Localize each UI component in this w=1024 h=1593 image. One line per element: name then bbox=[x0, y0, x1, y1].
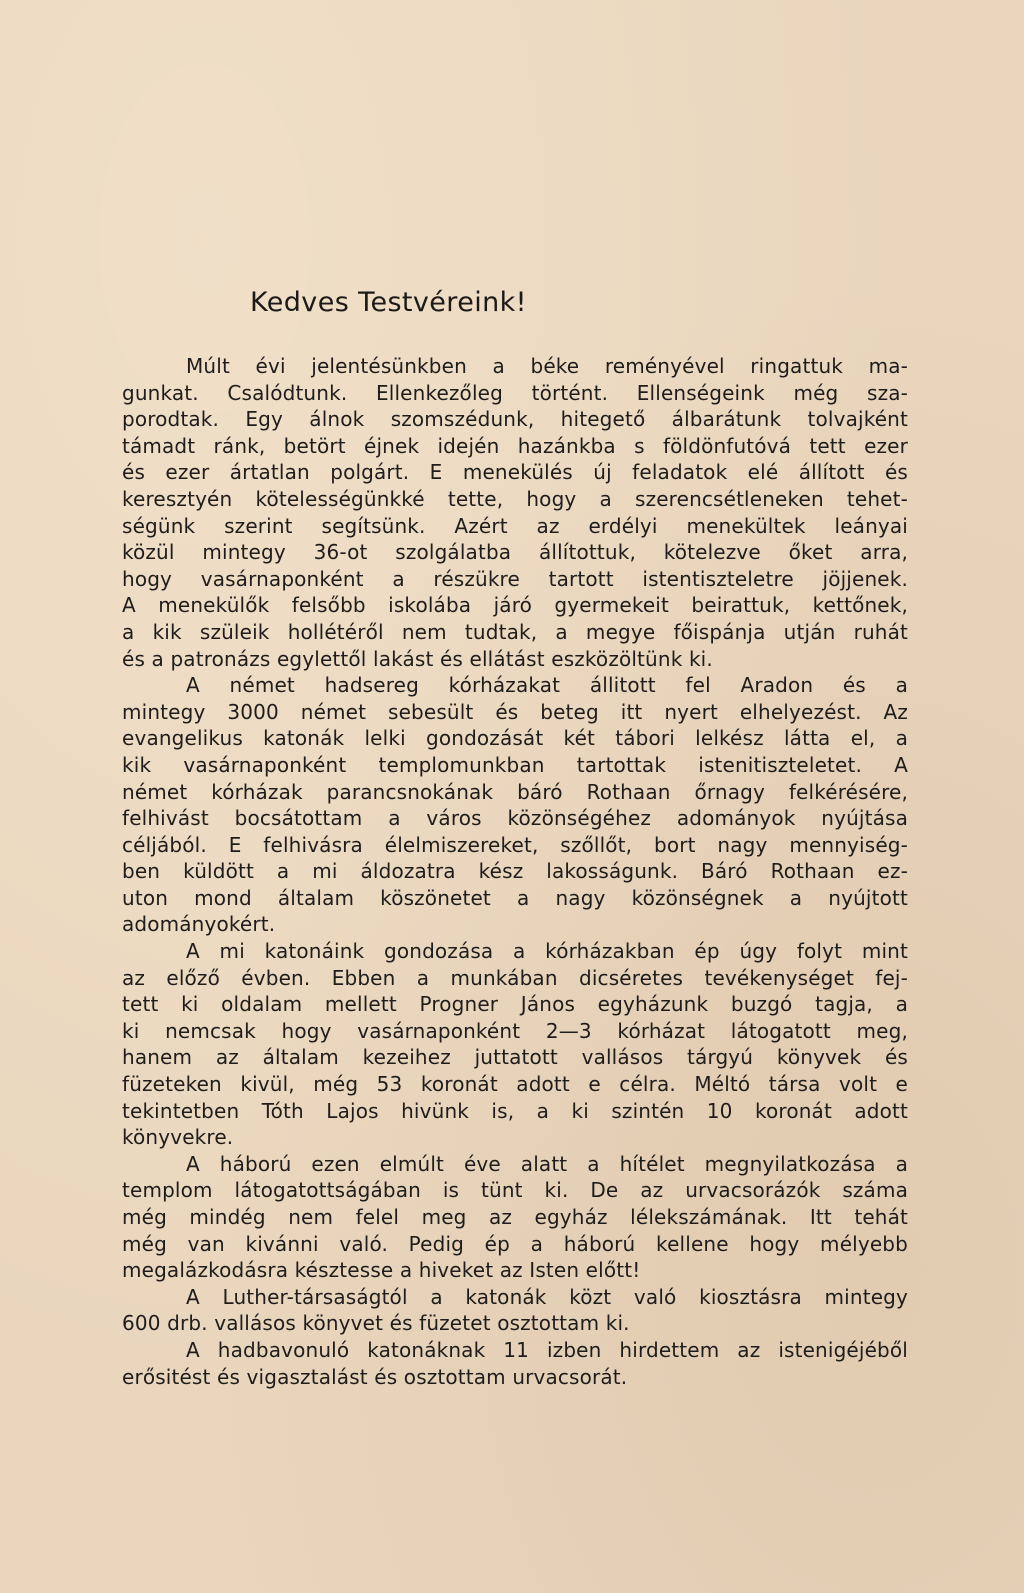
text-line: támadt ránk, betört éjnek idején hazánkba s földönfutóvá tett ezer bbox=[122, 433, 908, 458]
text-line: tett ki oldalam mellett Progner János egyházunk buzgó tagja, a bbox=[122, 992, 908, 1017]
text-line: gunkat. Csalódtunk. Ellenkezőleg történt. Ellenségeink még sza- bbox=[122, 380, 908, 405]
text-line: keresztyén kötelességünkké tette, hogy a szerencsétleneken tehet- bbox=[122, 486, 908, 511]
text-line: templom látogatottságában is tünt ki. De az urvacsorázók száma bbox=[122, 1178, 908, 1203]
text-line: 600 drb. vallásos könyvet és füzetet osztottam ki. bbox=[122, 1311, 630, 1336]
text-line: mintegy 3000 német sebesült és beteg itt nyert elhelyezést. Az bbox=[122, 699, 908, 724]
text-line: evangelikus katonák lelki gondozását két tábori lelkész látta el, a bbox=[122, 726, 908, 751]
text-line: a kik szüleik hollétéről nem tudtak, a megye főispánja utján ruhát bbox=[122, 619, 908, 644]
text-line: hanem az általam kezeihez juttatott vallásos tárgyú könyvek és bbox=[122, 1045, 908, 1070]
text-line: A mi katonáink gondozása a kórházakban ép úgy folyt mint bbox=[186, 939, 908, 964]
text-line: A német hadsereg kórházakat állitott fel Aradon és a bbox=[186, 673, 908, 698]
text-line: adományokért. bbox=[122, 912, 276, 937]
text-line: füzeteken kivül, még 53 koronát adott e célra. Méltó társa volt e bbox=[122, 1072, 908, 1097]
text-line: még van kivánni való. Pedig ép a háború kellene hogy mélyebb bbox=[122, 1231, 908, 1256]
text-line: könyvekre. bbox=[122, 1125, 234, 1150]
text-line: még mindég nem felel meg az egyház lélekszámának. Itt tehát bbox=[122, 1205, 908, 1229]
body-text bbox=[122, 353, 908, 1390]
text-line: A hadbavonuló katonáknak 11 izben hirdettem az istenigéjéből bbox=[186, 1337, 908, 1362]
text-line: hogy vasárnaponként a részükre tartott istentiszteletre jöjjenek. bbox=[122, 566, 908, 591]
text-line: ségünk szerint segítsünk. Azért az erdélyi menekültek leányai bbox=[122, 513, 908, 538]
text-line: A menekülők felsőbb iskolába járó gyermekeit beirattuk, kettőnek, bbox=[122, 593, 908, 618]
text-line: erősitést és vigasztalást és osztottam urvacsorát. bbox=[122, 1364, 628, 1389]
text-line: porodtak. Egy álnok szomszédunk, hitegető álbarátunk tolvajként bbox=[122, 407, 908, 432]
text-line: A háború ezen elmúlt éve alatt a hítélet megnyilatkozása a bbox=[186, 1151, 908, 1176]
text-line: közül mintegy 36-ot szolgálatba állítottuk, kötelezve őket arra, bbox=[122, 540, 908, 565]
text-line: az előző évben. Ebben a munkában dicséretes tevékenységet fej- bbox=[122, 965, 908, 990]
text-line: kik vasárnaponként templomunkban tartottak istenitiszteletet. A bbox=[122, 752, 908, 777]
text-line: ki nemcsak hogy vasárnaponként 2—3 kórházat látogatott meg, bbox=[122, 1018, 908, 1043]
page-title: Kedves Testvéreink! bbox=[250, 287, 527, 318]
text-line: felhivást bocsátottam a város közönségéhez adományok nyújtása bbox=[122, 806, 908, 831]
text-line: A Luther-társaságtól a katonák közt való kiosztásra mintegy bbox=[186, 1284, 908, 1309]
text-line: és ezer ártatlan polgárt. E menekülés új feladatok elé állított és bbox=[122, 460, 908, 485]
text-line: tekintetben Tóth Lajos hivünk is, a ki szintén 10 koronát adott bbox=[122, 1098, 908, 1123]
text-line: céljából. E felhivásra élelmiszereket, szőllőt, bort nagy mennyiség- bbox=[122, 832, 908, 857]
text-line: megalázkodásra késztesse a hiveket az Isten előtt! bbox=[122, 1258, 641, 1283]
text-line: ben küldött a mi áldozatra kész lakosságunk. Báró Rothaan ez- bbox=[122, 859, 908, 884]
text-line: német kórházak parancsnokának báró Rothaan őrnagy felkérésére, bbox=[122, 779, 908, 804]
text-line: Múlt évi jelentésünkben a béke reményével ringattuk ma- bbox=[186, 354, 908, 378]
text-line: uton mond általam köszönetet a nagy közönségnek a nyújtott bbox=[122, 885, 908, 910]
text-line: és a patronázs egylettől lakást és ellátást eszközöltünk ki. bbox=[122, 646, 713, 671]
